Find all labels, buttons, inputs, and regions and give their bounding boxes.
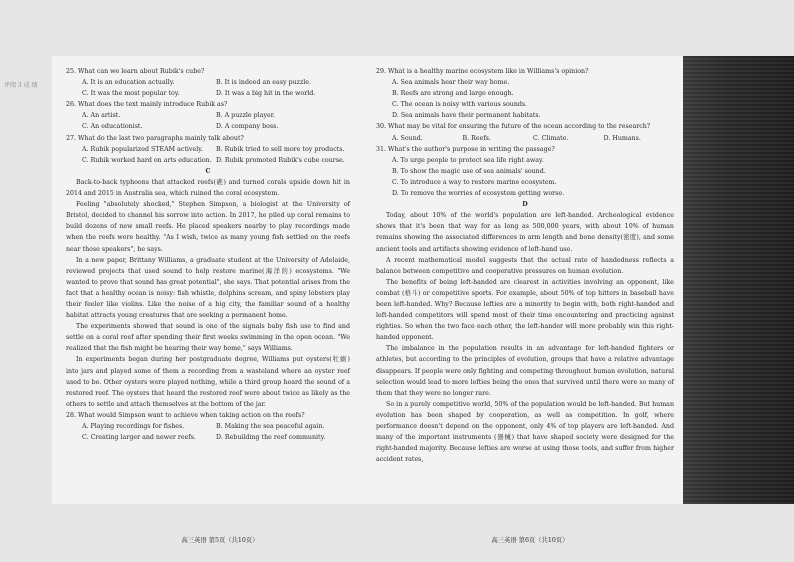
q31-option-b: B. To show the magic use of sea animals' sound. [392,167,546,175]
q27-option-a: A. Rubik popularized STEAM actively. [82,145,203,153]
page-footer-left: 高三英语 第5页（共10页） [181,537,259,544]
q28-options-cd [66,432,350,443]
section-d-heading: D [522,201,528,209]
page-footer-right: 高三英语 第6页（共10页） [491,537,569,544]
q26-stem: 26. What does the text mainly introduce Rubik as? [66,101,228,109]
q29-stem: 29. What is a healthy marine ecosystem like in Williams's opinion? [376,68,589,75]
q25-option-a: A. It is an education actually. [82,79,175,87]
q26-option-b: B. A puzzle player. [216,112,276,120]
q28-stem: 28. What would Simpson want to achieve when taking action on the reefs? [66,411,305,419]
q26-options-ab [66,110,350,121]
margin-text: 评阅 3 成 绩 [4,82,38,89]
q31-option-c: C. To introduce a way to restore marine ecosystem. [392,178,557,186]
q25-option-d: D. It was a big hit in the world. [216,90,316,98]
q25-option-c: C. It was the most popular toy. [82,90,180,98]
q30-options [376,133,674,144]
passage-d-paragraph-3: The benefits of being left-handed are clearest in activities involving an opponent, like combat (格斗) or competitive sports. For example, about 50% of top hitters in baseball have been left-handed. Why? Because lefties are a minority to begin with, both right-handed and left-handed competitors will spend most of their time encountering and practicing against righties. So when the two face each other, the left-hander will more probably win this right-handed opponent. [376,278,674,342]
passage-d-paragraph-1: Today, about 10% of the world's population are left-handed. Archeological evidence shows that it's been that way for as long as 500,000 years, with about 10% of human remains showing the associated differences in arm length and bone density(密度), and some ancient tools and artifacts showing evidence of left-hand use. [376,212,674,253]
passage-c-paragraph-3: In a new paper, Brittany Williams, a graduate student at the University of Adelaide, reviewed projects that used sound to help restore marine(海洋的) ecosystems. "We wanted to prove that sound has great potential", she says. That potential arises from the fact that a healthy ocean is noisy: fish whistle, dolphins scream, and spiny lobsters play their feeler like violins. Like the noise of a big city, the familiar sound of a healthy habitat attracts young creatures that are seeking a permanent home. [66,256,350,320]
q29-option-c: C. The ocean is noisy with various sounds. [392,101,528,109]
passage-d-paragraph-5: So in a purely competitive world, 50% of the population would be left-handed. But human evolution has been shaped by cooperation, as well as competition. In golf, where performance doesn't depend on the opponent, only 4% of top players are left-handed. And many of the important instruments (器械) that have shaped society were designed for the right-handed majority. Because lefties are worse at using those tools, and suffer from higher accident rates, [376,400,674,464]
passage-c-paragraph-4: The experiments showed that sound is one of the signals baby fish use to find and settle on a coral reef after spending their first weeks swimming in the open ocean. "We realized that the fish might be hearing their way home," says Williams. [66,323,350,353]
q30-stem: 30. What may be vital for ensuring the future of the ocean according to the research? [376,123,651,131]
q27-options-ab [66,144,350,155]
q25-options-cd [66,88,350,99]
left-column [66,66,350,443]
q27-option-d: D. Rubik promoted Rubik's cube course. [216,156,345,164]
passage-d-paragraph-4: The imbalance in the population results in an advantage for left-handed fighters or athletes, but according to the principles of evolution, groups that have a relative advantage disappears. If people were only fighting and competing throughout human evolution, natural selection would lead to more lefties being the ones that survived until there were so many of them that they were no longer rare. [376,345,674,397]
q28-option-c: C. Creating larger and newer reefs. [82,434,196,442]
q25-option-b: B. It is indeed an easy puzzle. [216,79,312,87]
passage-c-paragraph-1: Back-to-back typhoons that attacked reefs(礁) and turned corals upside down hit in 2014 and 2015 in Australia sea, which ruined the coral ecosystem. [66,178,350,198]
q28-option-b: B. Making the sea peaceful again. [216,423,325,430]
q26-options-cd [66,121,350,132]
q27-option-b: B. Rubik tried to sell more toy products. [216,145,345,153]
q26-option-c: C. An educationist. [82,123,143,131]
q28-option-d: D. Rebuilding the reef community. [216,434,326,442]
scan-dark-edge [683,56,794,504]
q30-option-d: D. Humans. [603,134,641,142]
q29-option-a: A. Sea animals hear their way home. [392,79,510,87]
q31-option-d: D. To remove the worries of ecosystem getting worse. [392,190,565,198]
q25-stem: 25. What can we learn about Rubik's cube? [66,68,205,75]
q25-options-ab [66,77,350,88]
passage-d-paragraph-2: A recent mathematical model suggests that the actual rate of handedness reflects a balance between competitive and cooperative pressures on human evolution. [376,256,674,275]
q28-options-ab [66,421,350,432]
q29-option-b: B. Reefs are strong and large enough. [392,90,514,98]
passage-c-paragraph-5: In experiments began during her postgraduate degree, Williams put oysters(牡蛎) into jars and played some of them a recording from a wasteland where an oyster reef used to be. Other oysters were played nothing, while a third group heard the sound of a restored reef. The oysters that heard the restored reef were about twice as likely as the others to settle and attach themselves at the bottom of the jar. [66,356,350,408]
q26-option-d: D. A company boss. [216,123,279,131]
q31-stem: 31. What's the author's purpose in writing the passage? [376,145,555,153]
q27-stem: 27. What do the last two paragraphs mainly talk about? [66,134,244,142]
q30-option-c: C. Climate. [533,134,569,142]
q28-option-a: A. Playing recordings for fishes. [82,423,185,430]
q30-option-a: A. Sound. [392,134,423,142]
q27-option-c: C. Rubik worked hard on arts education. [82,156,212,164]
q31-option-a: A. To urge people to protect sea life right away. [392,156,544,164]
q29-option-d: D. Sea animals have their permanent habitats. [392,112,541,120]
passage-c-paragraph-2: Feeling "absolutely shocked," Stephen Simpson, a biologist at the University of Bristol, decided to channel his sorrow into action. In 2017, he piled up coral remains to build dozens of new small reefs. He placed speakers nearby to play recordings made when the reefs were healthy. "As I wish, twice as many young fish settled on the reefs near those speakers", he says. [66,201,350,253]
right-column [376,66,674,465]
q27-options-cd [66,155,350,166]
q30-option-b: B. Reefs. [462,134,491,142]
q26-option-a: A. An artist. [82,112,121,120]
section-c-heading: C [205,167,211,175]
